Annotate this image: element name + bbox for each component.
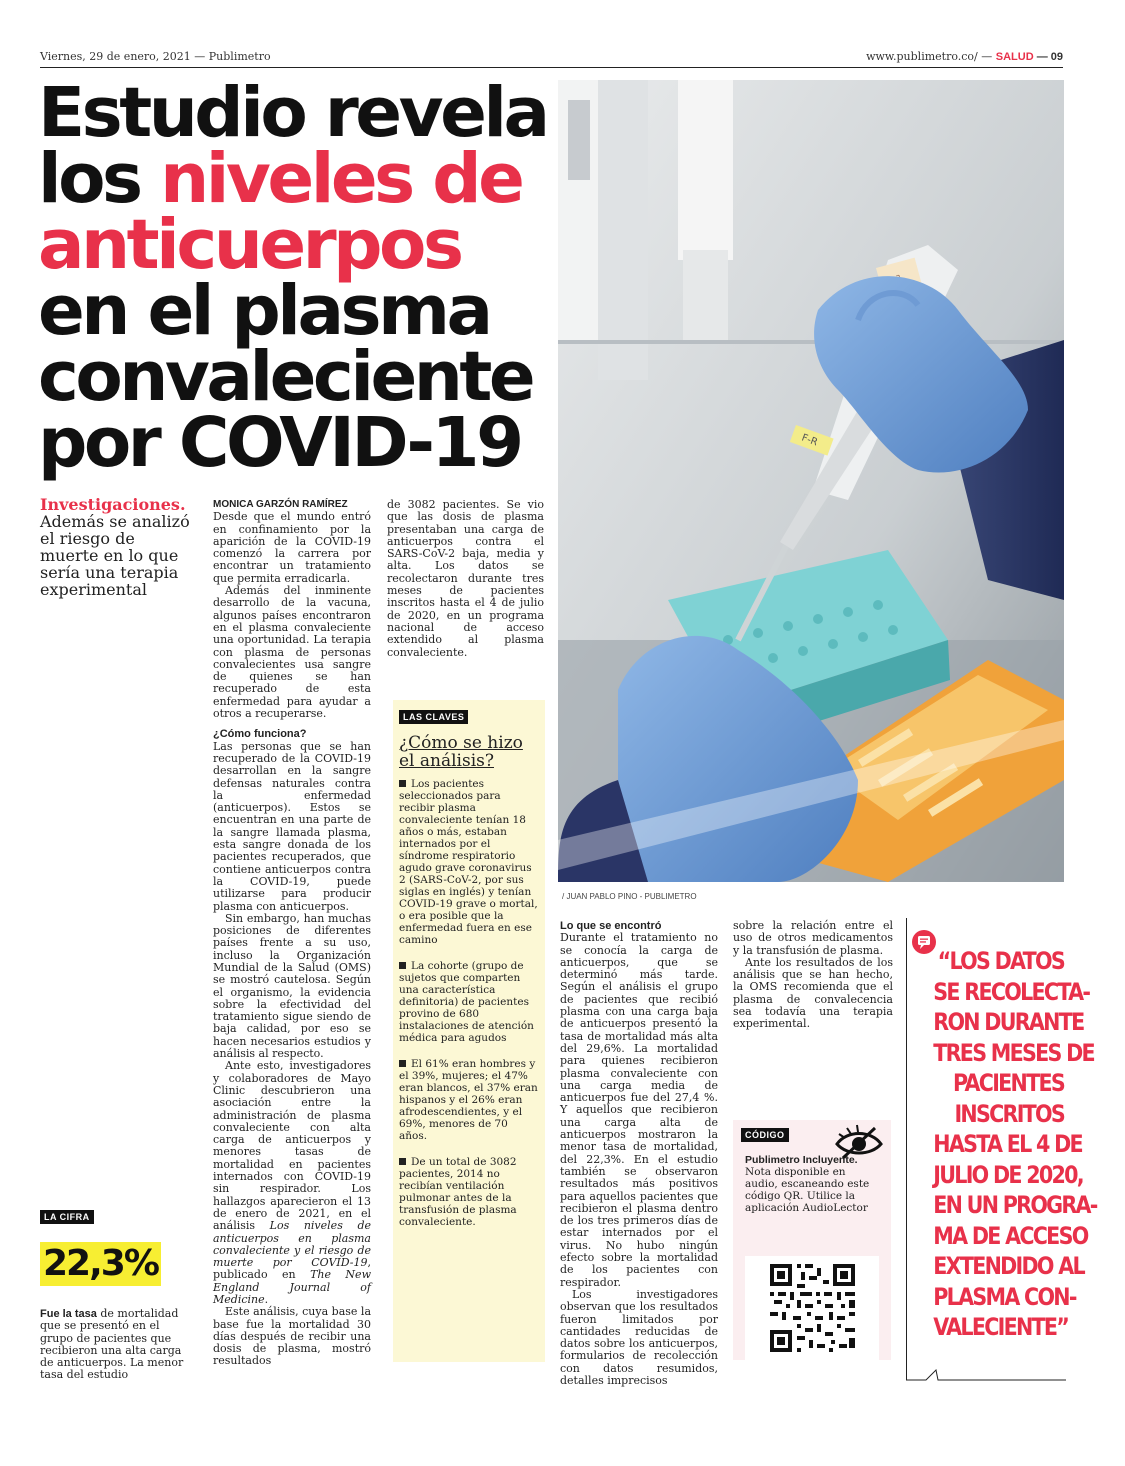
headline-line-3: anticuerpos xyxy=(38,205,461,285)
quote-rule xyxy=(906,918,907,1380)
kicker-label: Investigaciones. xyxy=(40,495,186,514)
bullet-square-icon xyxy=(399,1158,406,1165)
headline-highlight: niveles de xyxy=(160,139,522,219)
kicker xyxy=(40,496,190,598)
cifra-text: Fue la tasa de mortalidad que se presentó en el grupo de pacientes que recibieron una alta carga de anticuerpos. La menor tasa del estudio xyxy=(40,1307,184,1382)
byline: MONICA GARZÓN RAMÍREZ xyxy=(213,499,348,510)
qr-code[interactable] xyxy=(745,1256,879,1360)
headline-line-5: convaleciente xyxy=(38,337,533,417)
header-section-name: SALUD xyxy=(995,51,1034,63)
paragraph: Durante el tratamiento no se conocía la carga de anticuerpos, que se determinó más tarde. Según el análisis el grupo de pacientes que recibió plasma con una carga baja de anticuerpos presentó la tasa de mortalidad más alta del 29,6%. La mortalidad para quienes recibieron plasma convaleciente con una carga media de anticuerpos fue del 27,4 %. Y aquellos que recibieron una carga alta de anticuerpos mostraron la menor tasa de mortalidad, del 22,3%. En el estudio también se observaron resultados más positivos para aquellos pacientes que recibieron el plasma dentro de los tres primeros días de estar internados por el virus. No hubo ningún efecto sobre la mortalidad de los pacientes con respirador. xyxy=(560,931,718,1289)
cifra-value: 22,3% xyxy=(40,1242,161,1286)
list-item: El 61% eran hombres y el 39%, mujeres; el 47% eran blancos, el 37% eran hispanos y el 26% eran afrodescendientes, y el 69%, menores de 70 años. xyxy=(399,1058,538,1142)
claves-title: ¿Cómo se hizo el análisis? xyxy=(399,733,523,771)
paragraph: Ante los resultados de los análisis que se han hecho, la OMS recomienda que el plasma de convalecencia sea todavía una terapia experimental. xyxy=(733,955,893,1031)
qr-code-icon xyxy=(745,1256,879,1360)
article-column-1 xyxy=(213,499,371,1368)
codigo-text: Publimetro Incluyente. Nota disponible en audio, escaneando este código QR. Utilice la aplicación AudioLector xyxy=(745,1154,870,1214)
paragraph: Ante esto, investigadores y colaboradores de Mayo Clinic descubrieron una asociación entre la administración de plasma convaleciente con alta carga de anticuerpos y menores tasas de mortalidad en pacientes internados con COVID-19 sin respirador. Los hallazgos aparecieron el 13 de enero de 2021, en el análisis Los niveles de anticuerpos en plasma convaleciente y el riesgo de muerte por COVID-19, publicado en The New England Journal of Medicine. xyxy=(213,1059,371,1306)
headline-line-6: por COVID-19 xyxy=(38,403,521,483)
headline-line-1: Estudio revela xyxy=(38,73,547,153)
pipette-label: F-R xyxy=(799,432,820,449)
headline xyxy=(38,73,558,483)
study-title: Los niveles de anticuerpos en plasma convaleciente y el riesgo de muerte por COVID-19 xyxy=(213,1219,371,1270)
bullet-square-icon xyxy=(399,1060,406,1067)
paragraph: Este análisis, cuya base la base fue la mortalidad 30 días después de recibir una dosis de plasma, mostró resultados xyxy=(213,1305,371,1368)
paragraph: Sin embargo, han muchas posiciones de diferentes países frente a su uso, incluso la Organización Mundial de la Salud (OMS) se mostró cautelosa. Según el organismo, la evidencia sobre la efectividad del tratamiento sigue siendo de baja calidad, por eso se hacen necesarios estudios y análisis al respecto. xyxy=(213,911,371,1061)
paragraph: Además del inminente desarrollo de la vacuna, algunos países encontraron en el plasma convaleciente una oportunidad. La terapia con plasma de personas convalecientes usa sangre de quienes se han recuperado de esta enfermedad para ayudar a otros a recuperarse. xyxy=(213,584,371,721)
list-item: Los pacientes seleccionados para recibir plasma convaleciente tenían 18 años o más, estaban internados por el síndrome respiratorio agudo grave coronavirus 2 (SARS-CoV-2, por sus siglas en inglés) y tenían COVID-19 grave o mortal, o era posible que la enfermedad fuera en ese camino xyxy=(399,778,538,946)
paragraph: de 3082 pacientes. Se vio que las dosis de plasma presentaban una carga de anticuerpos contra el SARS-CoV-2 baja, media y alta. Los datos se recolectaron durante tres meses de pacientes inscritos hasta el 4 de julio de 2020, en un programa nacional de acceso extendido al plasma convaleciente. xyxy=(387,498,544,659)
list-item: De un total de 3082 pacientes, 2014 no recibían ventilación pulmonar antes de la transfusión de plasma convaleciente. xyxy=(399,1156,517,1228)
page-header-date: Viernes, 29 de enero, 2021 — Publimetro xyxy=(40,50,271,63)
subheading: Lo que se encontró xyxy=(560,920,662,932)
list-item: La cohorte (grupo de sujetos que comparten una característica definitoria) de pacientes provino de 680 instalaciones de atención médica para agudos xyxy=(399,960,534,1044)
subheading: ¿Cómo funciona? xyxy=(213,728,307,741)
codigo-tag: CÓDIGO xyxy=(741,1128,789,1142)
claves-box xyxy=(393,700,545,1362)
photo-credit: / JUAN PABLO PINO - PUBLIMETRO xyxy=(562,892,697,901)
quote-tail xyxy=(906,1362,1066,1382)
article-column-5 xyxy=(733,920,893,1031)
claves-list xyxy=(393,778,545,1228)
header-url[interactable]: www.publimetro.co/ — xyxy=(866,50,996,63)
journal-name: The New England Journal of Medicine xyxy=(213,1268,371,1306)
paragraph: Desde que el mundo entró en confinamiento por la aparición de la COVID-19 comenzó la carrera por encontrar un tratamiento que permita erradicarla. xyxy=(213,510,371,585)
paragraph: sobre la relación entre el uso de otros medicamentos y la transfusión de plasma. xyxy=(733,919,893,957)
kicker-text: Además se analizó el riesgo de muerte en lo que sería una terapia experimental xyxy=(40,512,190,599)
page-header-section xyxy=(866,50,1063,63)
header-page-number: — 09 xyxy=(1033,51,1063,63)
claves-tag: LAS CLAVES xyxy=(399,710,468,724)
bullet-square-icon xyxy=(399,780,406,787)
lab-photo xyxy=(558,80,1064,882)
article-column-2 xyxy=(387,499,544,659)
pull-quote: “LOS DATOS SE RECOLECTA- RON DURANTE TRES MESES DE PACIENTES INSCRITOS HASTA EL 4 DE JULIO DE 2020, EN UN PROGRA- MA DE ACCESO EXTENDIDO AL PLASMA CON- VALECIENTE” xyxy=(933,947,1097,1341)
paragraph: Las personas que se han recuperado de la COVID-19 desarrollan en la sangre defensas naturales contra la enfermedad (anticuerpos). Estos se encuentran en una parte de la sangre llamada plasma, esta sangre donada de los pacientes recuperados, que contiene anticuerpos contra la COVID-19, puede utilizarse para producir plasma con anticuerpos. xyxy=(213,739,371,913)
headline-line-4: en el plasma xyxy=(38,271,490,351)
paragraph: Los investigadores observan que los resultados fueron limitados por cantidades reducidas de datos sobre los anticuerpos, formularios de recolección con datos resumidos, detalles imprecisos xyxy=(560,1287,718,1387)
codigo-box xyxy=(733,1120,891,1360)
cifra-tag: LA CIFRA xyxy=(40,1210,94,1224)
headline-line-2: los niveles de xyxy=(38,139,522,219)
lab-photo-illustration xyxy=(558,80,1064,882)
header-rule xyxy=(40,67,1063,68)
bullet-square-icon xyxy=(399,962,406,969)
article-column-4 xyxy=(560,920,718,1387)
